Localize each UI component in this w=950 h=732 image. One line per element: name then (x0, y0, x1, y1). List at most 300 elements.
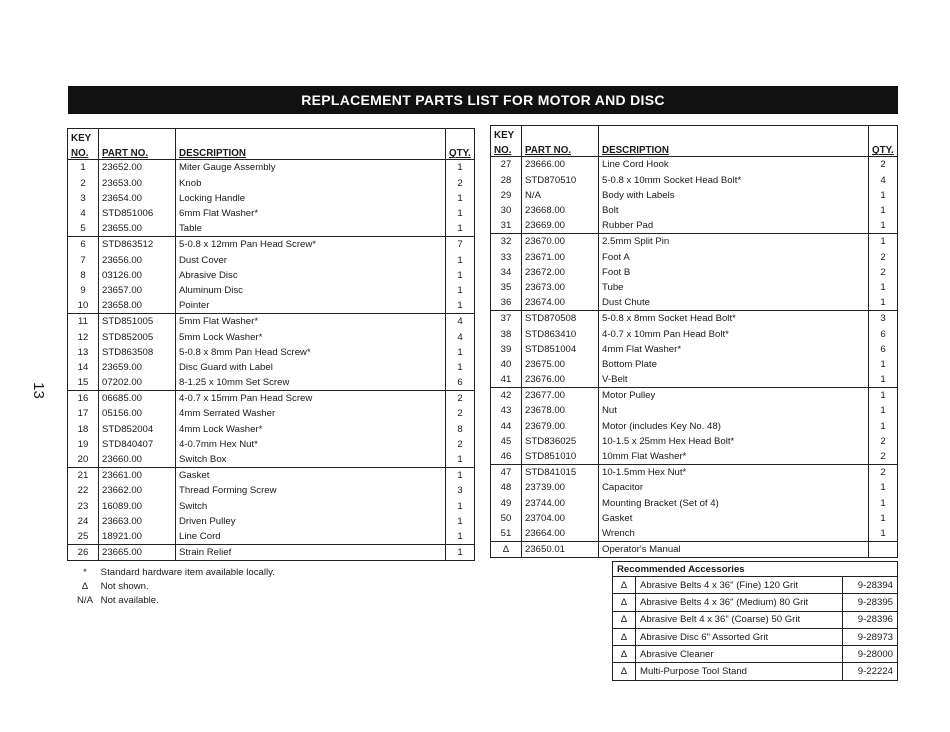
table-row (491, 511, 898, 526)
part-number: 23679.00 (522, 419, 599, 434)
key-no-header: NO. (68, 144, 99, 160)
key-number: 22 (68, 483, 99, 498)
part-number: 23739.00 (522, 480, 599, 495)
part-number: 23656.00 (99, 253, 176, 268)
part-description: Driven Pulley (176, 514, 446, 529)
table-row (68, 237, 475, 253)
key-number: 33 (491, 250, 522, 265)
table-row (491, 295, 898, 311)
table-row (68, 406, 475, 421)
part-description: 4mm Flat Washer* (599, 342, 869, 357)
footnotes (72, 566, 275, 609)
part-quantity: 1 (457, 284, 463, 296)
table-row (491, 465, 898, 481)
part-quantity: 1 (457, 547, 463, 559)
part-number: 23664.00 (522, 526, 599, 542)
key-number: 39 (491, 342, 522, 357)
key-number: 43 (491, 403, 522, 418)
table-row (68, 298, 475, 314)
key-number: 14 (68, 360, 99, 375)
key-number: 49 (491, 496, 522, 511)
part-quantity: 7 (457, 239, 463, 251)
key-number: 21 (68, 468, 99, 484)
part-number: 23675.00 (522, 357, 599, 372)
part-number: STD852004 (99, 422, 176, 437)
table-row (491, 496, 898, 511)
part-quantity (869, 542, 898, 558)
part-description: 4mm Lock Washer* (176, 422, 446, 437)
table-row (491, 188, 898, 203)
table-row (491, 326, 898, 341)
part-number: 23668.00 (522, 203, 599, 218)
part-number: 23677.00 (522, 388, 599, 404)
table-row (68, 375, 475, 391)
key-number: 20 (68, 452, 99, 468)
key-number: 36 (491, 295, 522, 311)
table-row (68, 499, 475, 514)
accessory-description: Multi-Purpose Tool Stand (636, 663, 843, 680)
key-number: 46 (491, 449, 522, 465)
part-number: 05156.00 (99, 406, 176, 421)
accessory-part-number: 9-22224 (843, 663, 898, 680)
key-number: 15 (68, 375, 99, 391)
part-description: Wrench (599, 526, 869, 542)
part-quantity: 2 (880, 467, 886, 479)
table-row (68, 206, 475, 221)
table-row (491, 434, 898, 449)
part-quantity: 2 (869, 449, 898, 465)
key-number: 6 (68, 237, 99, 253)
table-row (491, 250, 898, 265)
part-quantity: 1 (457, 515, 463, 527)
table-row (68, 452, 475, 468)
part-number: 23670.00 (522, 234, 599, 250)
table-row (68, 514, 475, 529)
key-number: 34 (491, 265, 522, 280)
part-number: 23674.00 (522, 295, 599, 311)
part-number: 23744.00 (522, 496, 599, 511)
part-description: Line Cord Hook (599, 157, 869, 173)
table-row (491, 342, 898, 357)
part-number: 06685.00 (99, 391, 176, 407)
key-number: 9 (68, 283, 99, 298)
part-description: Rubber Pad (599, 218, 869, 234)
key-number: 3 (68, 191, 99, 206)
part-description: Pointer (176, 298, 446, 314)
table-row (491, 280, 898, 295)
table-row (491, 542, 898, 558)
table-row (491, 218, 898, 234)
part-description: Motor (includes Key No. 48) (599, 419, 869, 434)
not-shown-symbol: Δ (613, 663, 636, 680)
part-quantity: 1 (880, 482, 886, 494)
part-number: 23659.00 (99, 360, 176, 375)
table-row (68, 545, 475, 561)
part-description: Disc Guard with Label (176, 360, 446, 375)
key-number: 18 (68, 422, 99, 437)
accessory-row (613, 611, 898, 628)
part-quantity: 2 (880, 159, 886, 171)
part-number: STD840407 (99, 437, 176, 452)
accessory-part-number: 9-28396 (843, 611, 898, 628)
right-parts-table (490, 125, 898, 558)
part-description: 10-1.5mm Hex Nut* (599, 465, 869, 481)
part-number: 23673.00 (522, 280, 599, 295)
part-description: Dust Cover (176, 253, 446, 268)
part-description: Body with Labels (599, 188, 869, 203)
table-row (491, 388, 898, 404)
part-number: STD852005 (99, 329, 176, 344)
part-quantity: 3 (880, 313, 886, 325)
part-description: Strain Relief (176, 545, 446, 561)
part-number: STD851005 (99, 314, 176, 330)
key-number: 7 (68, 253, 99, 268)
part-description: 10-1.5 x 25mm Hex Head Bolt* (599, 434, 869, 449)
key-number: 30 (491, 203, 522, 218)
part-quantity: 1 (446, 452, 475, 468)
part-number: 23661.00 (99, 468, 176, 484)
part-quantity: 1 (880, 205, 886, 217)
accessory-row (613, 594, 898, 611)
part-number: 23655.00 (99, 221, 176, 237)
key-header: KEY (491, 126, 522, 142)
part-number: 23653.00 (99, 176, 176, 191)
key-number: 10 (68, 298, 99, 314)
key-number: 51 (491, 526, 522, 542)
table-row (68, 529, 475, 545)
key-number: 16 (68, 391, 99, 407)
part-number: 07202.00 (99, 375, 176, 391)
table-row (491, 157, 898, 173)
key-number: 1 (68, 160, 99, 176)
key-number: 32 (491, 234, 522, 250)
part-description: Table (176, 221, 446, 237)
key-number: 37 (491, 311, 522, 327)
footnote-symbol: N/A (77, 595, 93, 607)
part-quantity: 1 (869, 526, 898, 542)
part-number: 23658.00 (99, 298, 176, 314)
table-row (491, 234, 898, 250)
part-number: STD851010 (522, 449, 599, 465)
key-number: 26 (68, 545, 99, 561)
part-quantity: 1 (880, 281, 886, 293)
table-row (68, 176, 475, 191)
part-quantity: 2 (457, 177, 463, 189)
part-number: STD851006 (99, 206, 176, 221)
table-row (491, 449, 898, 465)
part-number: 16089.00 (99, 499, 176, 514)
part-quantity: 1 (880, 358, 886, 370)
part-number: 23678.00 (522, 403, 599, 418)
part-description: V-Belt (599, 372, 869, 388)
key-number: 27 (491, 157, 522, 173)
part-description: Locking Handle (176, 191, 446, 206)
table-row (68, 391, 475, 407)
key-number: 47 (491, 465, 522, 481)
part-number: 23663.00 (99, 514, 176, 529)
part-description: Foot B (599, 265, 869, 280)
footnote-text: Not shown. (100, 581, 149, 593)
key-number: 11 (68, 314, 99, 330)
table-row (68, 360, 475, 375)
part-description: 2.5mm Split Pin (599, 234, 869, 250)
key-number: 50 (491, 511, 522, 526)
table-row (491, 372, 898, 388)
part-number: 23657.00 (99, 283, 176, 298)
table-row (68, 160, 475, 176)
key-number: 40 (491, 357, 522, 372)
key-no-header: NO. (491, 141, 522, 157)
part-number: STD863410 (522, 326, 599, 341)
key-number: 17 (68, 406, 99, 421)
part-number: 23654.00 (99, 191, 176, 206)
part-quantity: 1 (880, 189, 886, 201)
part-quantity: 1 (880, 497, 886, 509)
key-number: 4 (68, 206, 99, 221)
part-quantity: 2 (457, 393, 463, 405)
part-quantity: 2 (457, 408, 463, 420)
part-quantity: 1 (880, 420, 886, 432)
accessory-description: Abrasive Belt 4 x 36" (Coarse) 50 Grit (636, 611, 843, 628)
part-number: STD870508 (522, 311, 599, 327)
part-quantity: 2 (880, 435, 886, 447)
key-header: KEY (68, 129, 99, 145)
part-quantity: 1 (880, 512, 886, 524)
description-header: DESCRIPTION (176, 144, 446, 160)
part-description: Dust Chute (599, 295, 869, 311)
part-quantity: 1 (457, 269, 463, 281)
part-description: Foot A (599, 250, 869, 265)
key-number: 25 (68, 529, 99, 545)
part-description: Motor Pulley (599, 388, 869, 404)
not-shown-symbol: Δ (613, 628, 636, 645)
part-description: Switch (176, 499, 446, 514)
part-quantity: 4 (880, 174, 886, 186)
part-quantity: 8 (457, 423, 463, 435)
part-number: 23652.00 (99, 160, 176, 176)
table-row (68, 268, 475, 283)
part-quantity: 1 (457, 254, 463, 266)
part-quantity: 6 (880, 328, 886, 340)
part-description: Bolt (599, 203, 869, 218)
part-description: 8-1.25 x 10mm Set Screw (176, 375, 446, 391)
table-row (68, 221, 475, 237)
accessory-row (613, 577, 898, 594)
part-description: Capacitor (599, 480, 869, 495)
not-shown-symbol: Δ (613, 594, 636, 611)
part-quantity: 2 (880, 266, 886, 278)
part-description: Knob (176, 176, 446, 191)
footnote-symbol: * (83, 567, 87, 578)
table-row (491, 173, 898, 188)
part-quantity: 1 (880, 236, 886, 248)
page-number: 13 (29, 382, 47, 399)
key-number: 24 (68, 514, 99, 529)
footnote-text: Standard hardware item available locally. (100, 567, 275, 578)
part-number: STD841015 (522, 465, 599, 481)
part-number: STD851004 (522, 342, 599, 357)
part-quantity: 1 (869, 218, 898, 234)
part-quantity: 4 (457, 316, 463, 328)
part-quantity: 1 (457, 162, 463, 174)
part-quantity: 4 (457, 331, 463, 343)
part-no-header: PART NO. (99, 144, 176, 160)
part-number: STD870510 (522, 173, 599, 188)
table-row (491, 526, 898, 542)
part-quantity: 1 (457, 500, 463, 512)
accessory-part-number: 9-28395 (843, 594, 898, 611)
part-description: Abrasive Disc (176, 268, 446, 283)
part-quantity: 1 (457, 192, 463, 204)
part-number: 23662.00 (99, 483, 176, 498)
accessory-description: Abrasive Belts 4 x 36" (Medium) 80 Grit (636, 594, 843, 611)
key-number: 29 (491, 188, 522, 203)
page-title: REPLACEMENT PARTS LIST FOR MOTOR AND DISC (68, 86, 898, 114)
key-number: 5 (68, 221, 99, 237)
accessory-part-number: 9-28973 (843, 628, 898, 645)
part-number: 23669.00 (522, 218, 599, 234)
part-number: 23672.00 (522, 265, 599, 280)
part-description: 4-0.7mm Hex Nut* (176, 437, 446, 452)
table-row (68, 422, 475, 437)
part-number: 23671.00 (522, 250, 599, 265)
part-number: 23665.00 (99, 545, 176, 561)
part-description: Tube (599, 280, 869, 295)
part-description: 4-0.7 x 10mm Pan Head Bolt* (599, 326, 869, 341)
table-row (68, 283, 475, 298)
part-description: Gasket (176, 468, 446, 484)
part-quantity: 1 (457, 208, 463, 220)
key-number: 42 (491, 388, 522, 404)
part-description: 5-0.8 x 12mm Pan Head Screw* (176, 237, 446, 253)
part-quantity: 1 (880, 390, 886, 402)
part-description: 4-0.7 x 15mm Pan Head Screw (176, 391, 446, 407)
part-quantity: 1 (869, 295, 898, 311)
qty-header: QTY. (446, 144, 475, 160)
part-description: 5-0.8 x 8mm Pan Head Screw* (176, 345, 446, 360)
part-quantity: 1 (457, 470, 463, 482)
part-quantity: 1 (880, 405, 886, 417)
footnote-item (72, 580, 275, 594)
table-row (68, 345, 475, 360)
table-row (491, 357, 898, 372)
part-quantity: 1 (446, 298, 475, 314)
accessory-description: Abrasive Belts 4 x 36" (Fine) 120 Grit (636, 577, 843, 594)
part-number: STD863512 (99, 237, 176, 253)
table-row (68, 483, 475, 498)
part-number: 03126.00 (99, 268, 176, 283)
part-number: N/A (522, 188, 599, 203)
not-shown-symbol: Δ (613, 577, 636, 594)
footnote-item (72, 594, 275, 608)
key-number: Δ (491, 542, 522, 558)
table-row (68, 329, 475, 344)
part-description: Operator's Manual (599, 542, 869, 558)
part-quantity: 1 (457, 346, 463, 358)
part-description: 5-0.8 x 10mm Socket Head Bolt* (599, 173, 869, 188)
accessory-description: Abrasive Disc 6" Assorted Grit (636, 628, 843, 645)
part-no-header: PART NO. (522, 141, 599, 157)
table-row (491, 419, 898, 434)
accessory-part-number: 9-28394 (843, 577, 898, 594)
table-row (68, 191, 475, 206)
key-number: 44 (491, 419, 522, 434)
table-row (491, 403, 898, 418)
part-quantity: 1 (457, 361, 463, 373)
part-number: 23676.00 (522, 372, 599, 388)
part-description: Mounting Bracket (Set of 4) (599, 496, 869, 511)
accessory-row (613, 628, 898, 645)
key-number: 2 (68, 176, 99, 191)
accessory-part-number: 9-28000 (843, 646, 898, 663)
table-row (68, 314, 475, 330)
qty-header: QTY. (869, 141, 898, 157)
part-number: 23666.00 (522, 157, 599, 173)
not-shown-symbol: Δ (613, 611, 636, 628)
table-row (491, 311, 898, 327)
key-number: 8 (68, 268, 99, 283)
part-description: 10mm Flat Washer* (599, 449, 869, 465)
table-row (68, 437, 475, 452)
part-description: 4mm Serrated Washer (176, 406, 446, 421)
part-description: Aluminum Disc (176, 283, 446, 298)
left-parts-table (67, 128, 475, 561)
part-quantity: 1 (869, 372, 898, 388)
table-row (68, 468, 475, 484)
accessory-row (613, 646, 898, 663)
key-number: 23 (68, 499, 99, 514)
part-quantity: 1 (446, 221, 475, 237)
key-number: 41 (491, 372, 522, 388)
recommended-accessories-table (612, 561, 898, 681)
table-row (491, 480, 898, 495)
key-number: 31 (491, 218, 522, 234)
part-description: 5mm Lock Washer* (176, 329, 446, 344)
table-row (491, 265, 898, 280)
part-description: Thread Forming Screw (176, 483, 446, 498)
part-description: 5mm Flat Washer* (176, 314, 446, 330)
part-quantity: 6 (880, 343, 886, 355)
not-shown-symbol: Δ (613, 646, 636, 663)
key-number: 35 (491, 280, 522, 295)
accessory-row (613, 663, 898, 680)
part-number: 18921.00 (99, 529, 176, 545)
part-number: STD863508 (99, 345, 176, 360)
part-quantity: 3 (457, 485, 463, 497)
accessory-description: Abrasive Cleaner (636, 646, 843, 663)
key-number: 48 (491, 480, 522, 495)
footnote-item (72, 566, 275, 580)
accessories-title: Recommended Accessories (613, 562, 898, 577)
key-number: 45 (491, 434, 522, 449)
part-number: 23704.00 (522, 511, 599, 526)
part-quantity: 6 (446, 375, 475, 391)
key-number: 38 (491, 326, 522, 341)
part-number: 23660.00 (99, 452, 176, 468)
part-description: Switch Box (176, 452, 446, 468)
table-row (491, 203, 898, 218)
key-number: 28 (491, 173, 522, 188)
part-description: Nut (599, 403, 869, 418)
key-number: 13 (68, 345, 99, 360)
part-description: 5-0.8 x 8mm Socket Head Bolt* (599, 311, 869, 327)
description-header: DESCRIPTION (599, 141, 869, 157)
part-number: STD836025 (522, 434, 599, 449)
table-row (68, 253, 475, 268)
part-number: 23650.01 (522, 542, 599, 558)
key-number: 19 (68, 437, 99, 452)
part-quantity: 1 (446, 529, 475, 545)
